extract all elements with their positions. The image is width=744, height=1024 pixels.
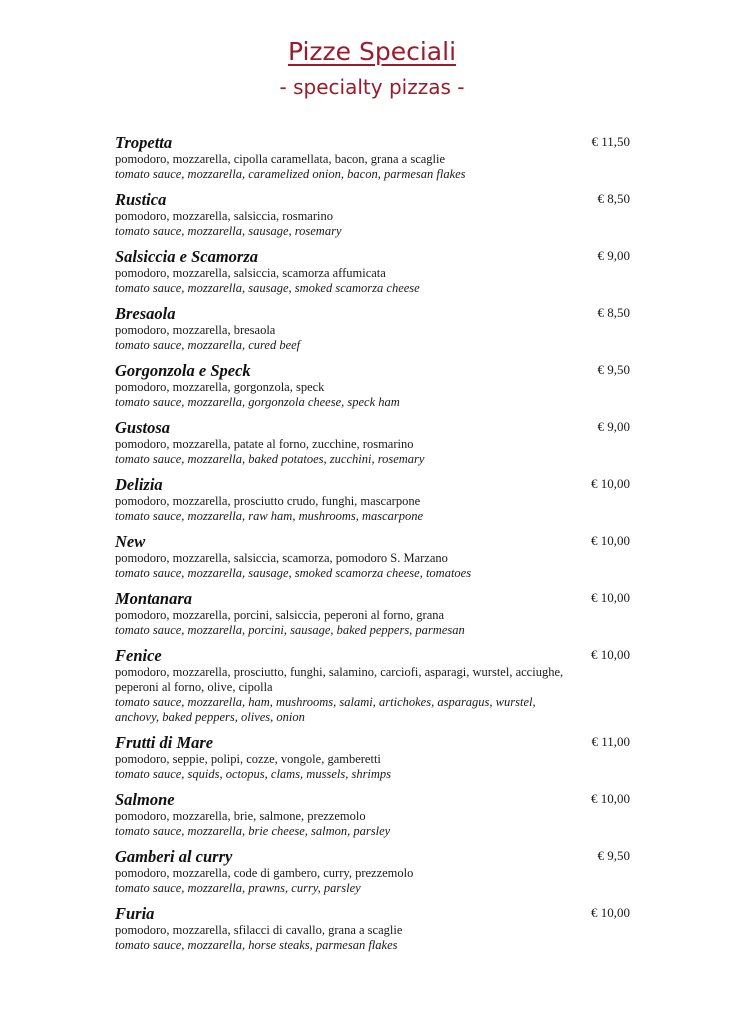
item-ingredients-italian: pomodoro, mozzarella, patate al forno, zucchine, rosmarino xyxy=(115,437,414,451)
item-ingredients-english: tomato sauce, mozzarella, raw ham, mushrooms, mascarpone xyxy=(115,509,424,523)
item-ingredients-english: tomato sauce, mozzarella, prawns, curry, parsley xyxy=(115,881,361,895)
item-name: Furia xyxy=(115,904,155,923)
item-ingredients-english: tomato sauce, mozzarella, brie cheese, salmon, parsley xyxy=(115,824,391,838)
item-name: Rustica xyxy=(115,190,167,209)
menu-item-bresaola xyxy=(115,304,630,353)
item-ingredients-english: tomato sauce, mozzarella, porcini, sausage, baked peppers, parmesan xyxy=(115,623,465,637)
item-ingredients-italian: pomodoro, mozzarella, bresaola xyxy=(115,323,276,337)
item-ingredients-italian: pomodoro, mozzarella, prosciutto crudo, funghi, mascarpone xyxy=(115,494,421,508)
item-price: € 10,00 xyxy=(591,533,630,548)
menu-item-furia xyxy=(115,904,630,953)
item-name: Gamberi al curry xyxy=(115,847,233,866)
item-name: Fenice xyxy=(115,646,162,665)
menu-item-gustosa xyxy=(115,418,630,467)
item-ingredients-english: tomato sauce, squids, octopus, clams, mussels, shrimps xyxy=(115,767,392,781)
item-price: € 9,50 xyxy=(597,848,630,863)
menu-item-new xyxy=(115,532,630,581)
menu-item-rustica xyxy=(115,190,630,239)
menu-item-gamberi-al-curry xyxy=(115,847,630,896)
menu-header xyxy=(0,36,744,100)
item-price: € 9,00 xyxy=(597,248,630,263)
item-ingredients-english: tomato sauce, mozzarella, gorgonzola cheese, speck ham xyxy=(115,395,400,409)
page-title: Pizze Speciali xyxy=(287,37,457,66)
item-price: € 10,00 xyxy=(591,476,630,491)
menu-item-salsiccia-e-scamorza xyxy=(115,247,630,296)
item-ingredients-italian: pomodoro, mozzarella, salsiccia, scamorza, pomodoro S. Marzano xyxy=(115,551,448,565)
item-name: Frutti di Mare xyxy=(115,733,214,752)
item-price: € 10,00 xyxy=(591,647,630,662)
item-name: Montanara xyxy=(115,589,193,608)
item-price: € 10,00 xyxy=(591,791,630,806)
item-price: € 9,00 xyxy=(597,419,630,434)
item-name: Tropetta xyxy=(115,133,173,152)
item-ingredients-english: tomato sauce, mozzarella, horse steaks, parmesan flakes xyxy=(115,938,398,952)
item-price: € 8,50 xyxy=(597,305,630,320)
item-ingredients-english: tomato sauce, mozzarella, ham, mushrooms, salami, artichokes, asparagus, wurstel, anchovy, baked peppers, olives, onion xyxy=(115,695,536,724)
item-ingredients-italian: pomodoro, mozzarella, porcini, salsiccia, peperoni al forno, grana xyxy=(115,608,445,622)
item-name: New xyxy=(115,532,146,551)
item-ingredients-italian: pomodoro, mozzarella, salsiccia, scamorza affumicata xyxy=(115,266,386,280)
item-ingredients-italian: pomodoro, mozzarella, code di gambero, curry, prezzemolo xyxy=(115,866,414,880)
item-ingredients-italian: pomodoro, seppie, polipi, cozze, vongole, gamberetti xyxy=(115,752,381,766)
item-price: € 9,50 xyxy=(597,362,630,377)
page-subtitle: - specialty pizzas - xyxy=(279,75,465,99)
menu-item-frutti-di-mare xyxy=(115,733,630,782)
item-price: € 10,00 xyxy=(591,905,630,920)
item-name: Salsiccia e Scamorza xyxy=(115,247,258,266)
item-name: Gustosa xyxy=(115,418,171,437)
menu-item-delizia xyxy=(115,475,630,524)
item-price: € 10,00 xyxy=(591,590,630,605)
item-name: Gorgonzola e Speck xyxy=(115,361,251,380)
item-ingredients-italian: pomodoro, mozzarella, brie, salmone, prezzemolo xyxy=(115,809,366,823)
menu-item-gorgonzola-e-speck xyxy=(115,361,630,410)
item-ingredients-english: tomato sauce, mozzarella, cured beef xyxy=(115,338,301,352)
menu-item-fenice xyxy=(115,646,630,725)
item-price: € 8,50 xyxy=(597,191,630,206)
item-ingredients-italian: pomodoro, mozzarella, prosciutto, funghi, salamino, carciofi, asparagi, wurstel, acciughe, peperoni al forno, olive, cipolla xyxy=(115,665,564,694)
item-price: € 11,00 xyxy=(591,734,630,749)
item-ingredients-italian: pomodoro, mozzarella, cipolla caramellata, bacon, grana a scaglie xyxy=(115,152,446,166)
item-ingredients-english: tomato sauce, mozzarella, sausage, smoked scamorza cheese xyxy=(115,281,420,295)
item-ingredients-english: tomato sauce, mozzarella, sausage, smoked scamorza cheese, tomatoes xyxy=(115,566,472,580)
item-price: € 11,50 xyxy=(591,134,630,149)
item-ingredients-english: tomato sauce, mozzarella, caramelized onion, bacon, parmesan flakes xyxy=(115,167,466,181)
item-name: Delizia xyxy=(115,475,163,494)
item-ingredients-italian: pomodoro, mozzarella, gorgonzola, speck xyxy=(115,380,325,394)
item-name: Bresaola xyxy=(115,304,176,323)
item-ingredients-english: tomato sauce, mozzarella, baked potatoes, zucchini, rosemary xyxy=(115,452,425,466)
menu-item-montanara xyxy=(115,589,630,638)
item-ingredients-italian: pomodoro, mozzarella, salsiccia, rosmarino xyxy=(115,209,333,223)
item-ingredients-english: tomato sauce, mozzarella, sausage, rosemary xyxy=(115,224,342,238)
menu-item-salmone xyxy=(115,790,630,839)
pizza-list xyxy=(115,133,630,961)
item-name: Salmone xyxy=(115,790,175,809)
menu-item-tropetta xyxy=(115,133,630,182)
item-ingredients-italian: pomodoro, mozzarella, sfilacci di cavallo, grana a scaglie xyxy=(115,923,403,937)
